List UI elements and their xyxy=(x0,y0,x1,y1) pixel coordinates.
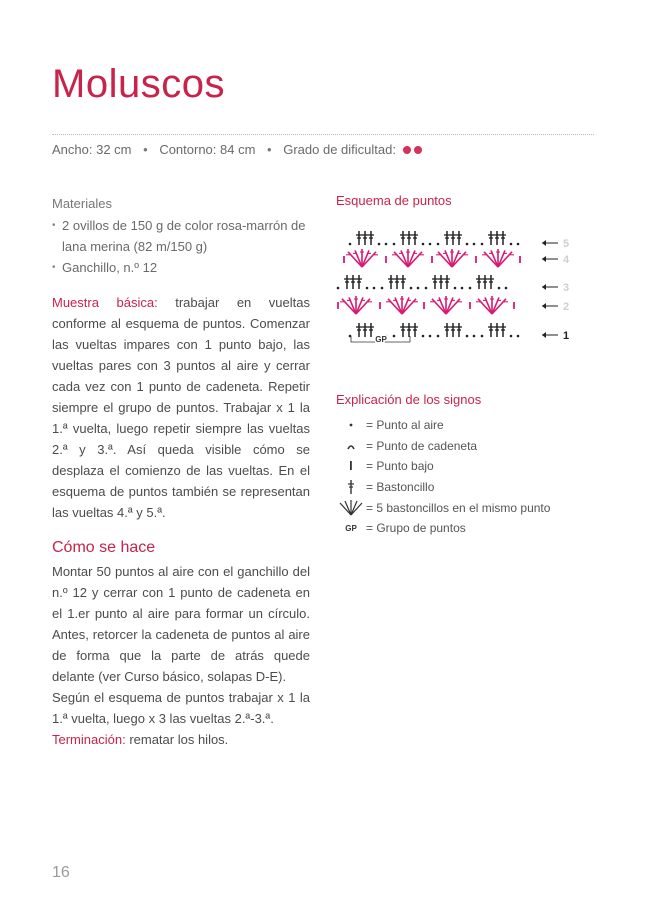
chain-mark xyxy=(517,243,520,246)
chain-mark xyxy=(381,287,384,290)
double-crochet-mark xyxy=(456,323,462,337)
page-number: 16 xyxy=(52,864,70,881)
difficulty-dot-icon xyxy=(403,146,411,154)
shell-mark xyxy=(482,249,514,267)
single-crochet-mark xyxy=(337,302,339,309)
arrowhead-icon xyxy=(542,332,546,338)
double-crochet-mark xyxy=(368,323,374,337)
chain-mark xyxy=(349,243,352,246)
single-crochet-mark xyxy=(379,302,381,309)
chain-mark xyxy=(422,243,425,246)
width-spec: Ancho: 32 cm xyxy=(52,142,132,157)
double-crochet-mark xyxy=(406,323,412,337)
row-number-label: 1 xyxy=(563,330,570,342)
chain-mark xyxy=(422,335,425,338)
finishing-paragraph xyxy=(52,729,310,750)
row-number-label: 5 xyxy=(563,238,570,250)
double-crochet-mark xyxy=(350,275,356,289)
single-crochet-mark xyxy=(475,256,477,263)
shell-mark xyxy=(386,296,418,314)
diagram-heading: Esquema de puntos xyxy=(336,193,452,208)
double-crochet-mark xyxy=(500,231,506,245)
double-crochet-mark xyxy=(450,323,456,337)
arrowhead-icon xyxy=(542,240,546,246)
legend-item xyxy=(336,518,598,539)
double-crochet-mark xyxy=(494,323,500,337)
finishing-text: rematar los hilos. xyxy=(125,732,229,747)
chain-mark xyxy=(510,243,513,246)
chain-mark xyxy=(366,287,369,290)
legend-heading: Explicación de los signos xyxy=(336,392,482,407)
difficulty-rating xyxy=(400,142,422,157)
double-crochet-mark xyxy=(406,231,412,245)
legend-text: = Punto al aire xyxy=(366,418,444,433)
materials-heading: Materiales xyxy=(52,196,112,211)
chain-mark xyxy=(510,335,513,338)
chain-mark xyxy=(466,335,469,338)
double-crochet-mark xyxy=(482,275,488,289)
double-crochet-mark xyxy=(344,275,350,289)
chain-mark xyxy=(454,287,457,290)
chain-mark xyxy=(473,335,476,338)
chain-mark xyxy=(393,335,396,338)
chain-mark xyxy=(437,335,440,338)
double-crochet-mark xyxy=(488,323,494,337)
arrowhead-icon xyxy=(542,284,546,290)
single-crochet-mark xyxy=(431,256,433,263)
chain-mark xyxy=(466,243,469,246)
spec-separator: • xyxy=(143,142,148,157)
double-crochet-mark xyxy=(450,231,456,245)
double-crochet-mark xyxy=(438,275,444,289)
legend-text: = Grupo de puntos xyxy=(366,521,466,536)
page-title: Moluscos xyxy=(52,62,225,106)
legend-text: = 5 bastoncillos en el mismo punto xyxy=(366,500,551,515)
pattern-specs xyxy=(52,142,422,157)
materials-item: • Ganchillo, n.º 12 xyxy=(52,257,310,278)
double-crochet-mark xyxy=(488,231,494,245)
legend-item xyxy=(336,497,598,518)
shell-mark xyxy=(476,296,508,314)
stitch-group-icon: GP xyxy=(345,523,357,533)
symbol-legend xyxy=(336,415,598,539)
difficulty-dot-icon xyxy=(414,146,422,154)
sample-label: Muestra básica: xyxy=(52,295,158,310)
sample-text: trabajar en vueltas conforme al esquema de puntos. Comenzar las vueltas impares con 1 punto bajo, las vueltas pares con 3 puntos al aire y cerrar cada vez con 1 punto de cadeneta. Repetir siempre el grupo de puntos. Trabajar x 1 la 1.ª vuelta, luego repetir siempre las vueltas 2.ª y 3.ª. Así queda visible cómo se desplaza el comienzo de las vueltas. En el esquema de puntos también se representan las vueltas 4.ª y 5.ª. xyxy=(52,295,310,520)
chain-mark xyxy=(417,287,420,290)
chain-mark xyxy=(481,243,484,246)
single-crochet-mark xyxy=(343,256,345,263)
row-number-label: 2 xyxy=(563,301,570,313)
double-crochet-mark xyxy=(400,323,406,337)
double-crochet-mark xyxy=(476,275,482,289)
gp-bracket xyxy=(351,335,410,344)
double-crochet-mark xyxy=(362,323,368,337)
legend-text: = Bastoncillo xyxy=(366,480,435,495)
shell-stitch-icon xyxy=(336,500,366,516)
double-crochet-mark xyxy=(356,231,362,245)
howto-paragraph-2: Según el esquema de puntos trabajar x 1 la 1.ª vuelta, luego x 3 las vueltas 2.ª-3.ª. xyxy=(52,690,310,726)
single-crochet-mark xyxy=(385,256,387,263)
chain-mark xyxy=(429,335,432,338)
double-crochet-mark xyxy=(432,275,438,289)
double-crochet-mark xyxy=(444,231,450,245)
contour-spec: Contorno: 84 cm xyxy=(159,142,256,157)
double-crochet-mark xyxy=(412,323,418,337)
spec-separator: • xyxy=(267,142,272,157)
legend-item xyxy=(336,436,598,457)
double-crochet-mark xyxy=(368,231,374,245)
legend-item xyxy=(336,415,598,436)
double-crochet-mark xyxy=(456,231,462,245)
gp-label: GP xyxy=(375,335,387,344)
howto-heading: Cómo se hace xyxy=(52,539,156,556)
finishing-label: Terminación: xyxy=(52,732,126,747)
double-crochet-icon xyxy=(336,479,366,495)
chain-mark xyxy=(385,243,388,246)
chain-mark xyxy=(429,243,432,246)
double-crochet-mark xyxy=(388,275,394,289)
stitch-diagram xyxy=(336,214,576,344)
legend-text: = Punto bajo xyxy=(366,459,434,474)
double-crochet-mark xyxy=(412,231,418,245)
row-number-label: 4 xyxy=(563,254,570,266)
shell-mark xyxy=(346,249,378,267)
instructions-column xyxy=(52,193,310,750)
single-crochet-mark xyxy=(519,256,521,263)
chain-mark xyxy=(437,243,440,246)
chain-mark xyxy=(425,287,428,290)
double-crochet-mark xyxy=(362,231,368,245)
double-crochet-mark xyxy=(488,275,494,289)
double-crochet-mark xyxy=(356,275,362,289)
arrowhead-icon xyxy=(542,256,546,262)
arrowhead-icon xyxy=(542,303,546,309)
double-crochet-mark xyxy=(444,275,450,289)
double-crochet-mark xyxy=(500,323,506,337)
legend-text: = Punto de cadeneta xyxy=(366,438,478,453)
chain-mark xyxy=(498,287,501,290)
slip-stitch-icon xyxy=(336,442,366,450)
double-crochet-mark xyxy=(394,275,400,289)
shell-mark xyxy=(340,296,372,314)
sample-paragraph xyxy=(52,292,310,523)
howto-paragraph: Montar 50 puntos al aire con el ganchillo del n.º 12 y cerrar con 1 punto de cadeneta en el 1.er punto al aire para formar un círculo. Antes, retorcer la cadeneta de puntos al aire de forma que la parte de atrás quede delante (ver Curso básico, solapas D-E). xyxy=(52,564,310,684)
chain-mark xyxy=(393,243,396,246)
chain-mark xyxy=(473,243,476,246)
single-crochet-mark xyxy=(469,302,471,309)
double-crochet-mark xyxy=(444,323,450,337)
legend-item xyxy=(336,456,598,477)
materials-list xyxy=(52,215,310,278)
materials-item: • 2 ovillos de 150 g de color rosa-marrón de lana merina (82 m/150 g) xyxy=(52,215,310,257)
chain-mark xyxy=(481,335,484,338)
single-crochet-mark xyxy=(513,302,515,309)
chain-mark xyxy=(461,287,464,290)
chain-mark xyxy=(469,287,472,290)
single-crochet-mark xyxy=(423,302,425,309)
chain-mark xyxy=(373,287,376,290)
double-crochet-mark xyxy=(400,275,406,289)
single-crochet-icon xyxy=(336,460,366,472)
double-crochet-mark xyxy=(356,323,362,337)
difficulty-label: Grado de dificultad: xyxy=(283,142,396,157)
chain-mark xyxy=(517,335,520,338)
double-crochet-mark xyxy=(494,231,500,245)
double-crochet-mark xyxy=(400,231,406,245)
chain-mark xyxy=(337,287,340,290)
row-number-label: 3 xyxy=(563,282,570,294)
shell-mark xyxy=(430,296,462,314)
shell-mark xyxy=(436,249,468,267)
chain-mark xyxy=(378,243,381,246)
chain-mark xyxy=(410,287,413,290)
diagram-column xyxy=(336,193,598,539)
shell-mark xyxy=(392,249,424,267)
title-divider xyxy=(52,134,594,135)
chain-stitch-icon xyxy=(336,421,366,429)
legend-item xyxy=(336,477,598,498)
chain-mark xyxy=(505,287,508,290)
